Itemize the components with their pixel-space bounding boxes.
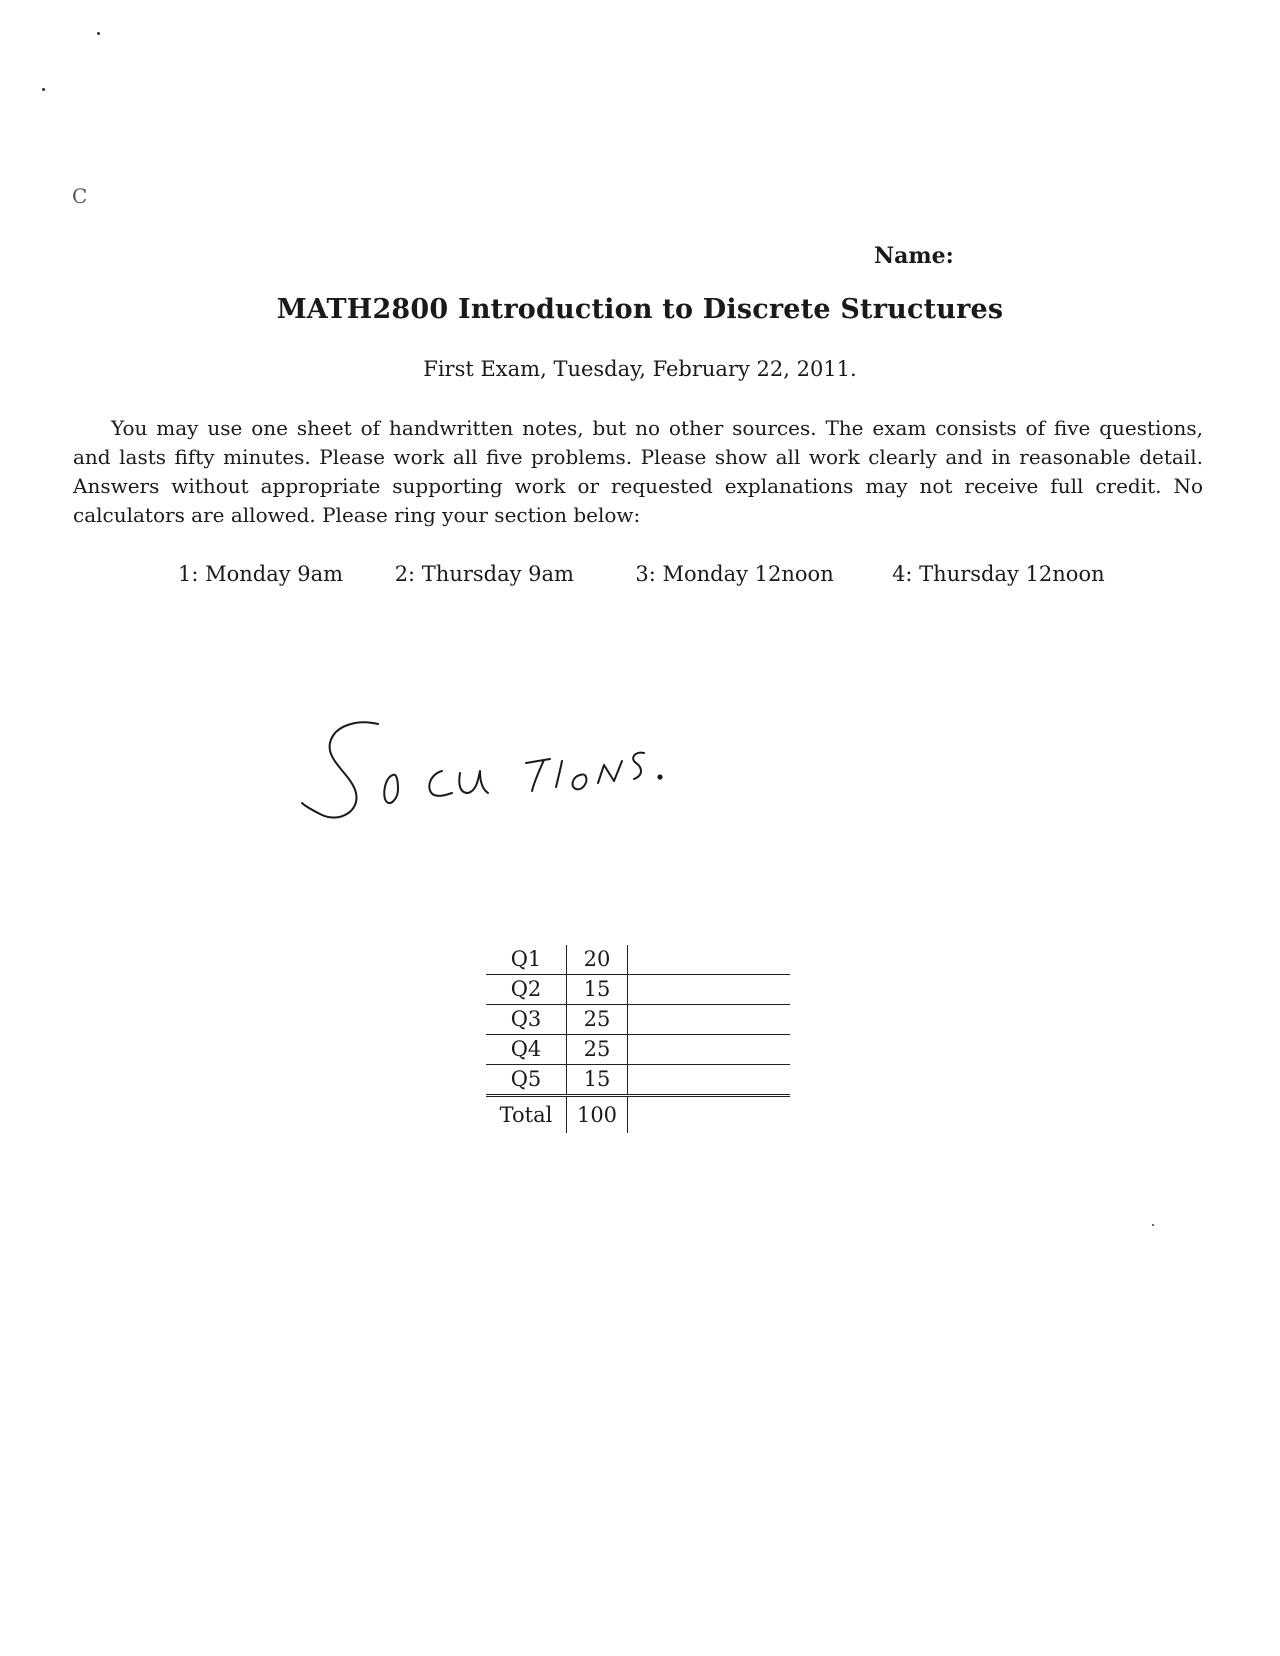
table-row <box>486 1005 790 1035</box>
question-label: Q2 <box>486 975 567 1005</box>
table-row <box>486 945 790 975</box>
score-blank <box>628 1005 791 1035</box>
question-label: Q1 <box>486 945 567 975</box>
section-list <box>178 562 1105 586</box>
score-blank <box>628 975 791 1005</box>
score-blank <box>628 945 791 975</box>
scan-speck <box>1152 1224 1154 1226</box>
score-blank <box>628 1035 791 1065</box>
question-points: 25 <box>567 1035 628 1065</box>
question-label: Q3 <box>486 1005 567 1035</box>
scan-speck <box>42 88 45 91</box>
question-label: Q4 <box>486 1035 567 1065</box>
margin-mark: C <box>72 184 88 208</box>
question-label: Q5 <box>486 1065 567 1096</box>
table-row <box>486 1065 790 1096</box>
question-points: 15 <box>567 975 628 1005</box>
table-row <box>486 1035 790 1065</box>
section-option-3: 3: Monday 12noon <box>635 562 834 586</box>
exam-title: MATH2800 Introduction to Discrete Structures <box>276 294 1004 325</box>
score-table <box>486 945 790 1133</box>
question-points: 25 <box>567 1005 628 1035</box>
section-option-2: 2: Thursday 9am <box>394 562 574 586</box>
question-points: 15 <box>567 1065 628 1096</box>
score-blank <box>628 1065 791 1096</box>
exam-subtitle: First Exam, Tuesday, February 22, 2011. <box>423 357 857 381</box>
total-points: 100 <box>567 1096 628 1134</box>
name-label: Name: <box>874 243 954 269</box>
section-option-4: 4: Thursday 12noon <box>892 562 1105 586</box>
question-points: 20 <box>567 945 628 975</box>
section-option-1: 1: Monday 9am <box>178 562 344 586</box>
total-label: Total <box>486 1096 567 1134</box>
total-score-blank <box>628 1096 791 1134</box>
exam-instructions: You may use one sheet of handwritten notes, but no other sources. The exam consists of five questions, and lasts fifty minutes. Please work all five problems. Please show all work clearly and in reasonable detail. Answers without appropriate supporting work or requested explanations may not receive full credit. No calculators are allowed. Please ring your section below: <box>73 416 1203 527</box>
scan-speck <box>97 32 100 35</box>
handwritten-solutions-note <box>300 715 720 835</box>
table-row <box>486 975 790 1005</box>
table-total-row <box>486 1096 790 1134</box>
